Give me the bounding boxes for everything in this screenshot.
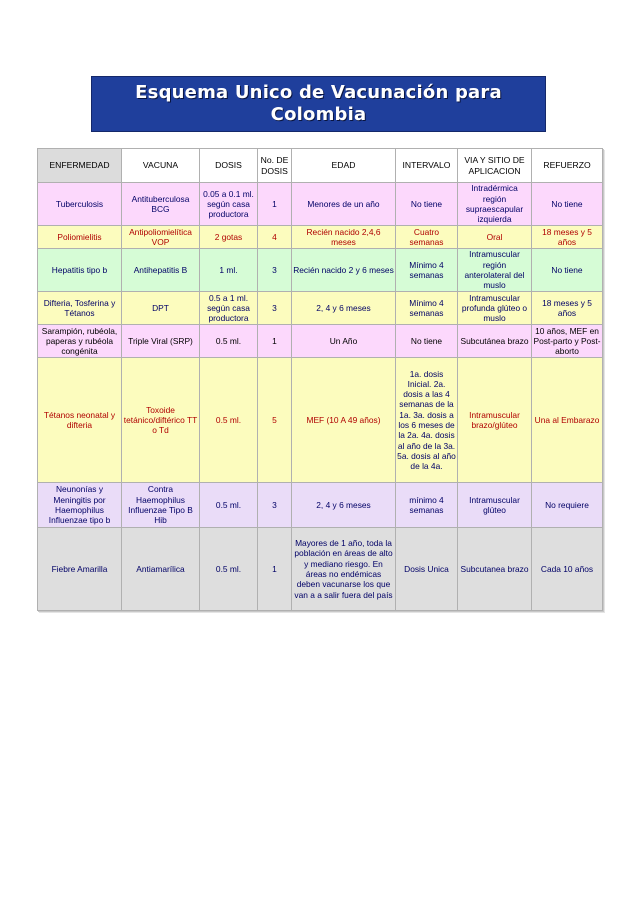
cell-enfermedad: Fiebre Amarilla [38,528,122,611]
cell-dosis: 0.5 a 1 ml. según casa productora [200,292,258,325]
cell-via: Intradérmica región supraescapular izquierda [458,183,532,226]
cell-num-dosis: 1 [258,183,292,226]
cell-num-dosis: 1 [258,528,292,611]
cell-vacuna: Toxoide tetánico/diftérico TT o Td [122,358,200,483]
cell-dosis: 0.5 ml. [200,358,258,483]
table-row [38,358,603,483]
cell-intervalo: mínimo 4 semanas [396,483,458,528]
title-line-2: Colombia [270,104,367,125]
cell-dosis: 0.5 ml. [200,325,258,358]
header-enfermedad: ENFERMEDAD [38,149,122,183]
cell-enfermedad: Sarampión, rubéola, paperas y rubéola congénita [38,325,122,358]
cell-dosis: 0.05 a 0.1 ml. según casa productora [200,183,258,226]
cell-enfermedad: Difteria, Tosferina y Tétanos [38,292,122,325]
cell-edad: Menores de un año [292,183,396,226]
cell-via: Intramuscular profunda glúteo o muslo [458,292,532,325]
header-intervalo: INTERVALO [396,149,458,183]
cell-enfermedad: Tuberculosis [38,183,122,226]
cell-num-dosis: 3 [258,292,292,325]
cell-edad: Recién nacido 2 y 6 meses [292,249,396,292]
cell-vacuna: Antiamarílica [122,528,200,611]
cell-dosis: 2 gotas [200,226,258,249]
header-num-dosis: No. DE DOSIS [258,149,292,183]
cell-num-dosis: 3 [258,483,292,528]
header-refuerzo: REFUERZO [532,149,603,183]
cell-refuerzo: No requiere [532,483,603,528]
cell-edad: Recién nacido 2,4,6 meses [292,226,396,249]
cell-intervalo: No tiene [396,325,458,358]
cell-edad: 2, 4 y 6 meses [292,292,396,325]
cell-num-dosis: 3 [258,249,292,292]
table-header-row [38,149,603,183]
cell-edad: Mayores de 1 año, toda la población en áreas de alto y mediano riesgo. En áreas no endémicas deben vacunarse los que van a a salir fuera del país [292,528,396,611]
cell-intervalo: 1a. dosis Inicial. 2a. dosis a las 4 semanas de la 1a. 3a. dosis a los 6 meses de la 2a. 4a. dosis al año de la 3a. 5a. dosis al año de la 4a. [396,358,458,483]
cell-via: Intramuscular glúteo [458,483,532,528]
cell-vacuna: DPT [122,292,200,325]
cell-num-dosis: 1 [258,325,292,358]
cell-refuerzo: Cada 10 años [532,528,603,611]
cell-via: Subcutánea brazo [458,325,532,358]
cell-intervalo: Mínimo 4 semanas [396,292,458,325]
cell-via: Intramuscular brazo/glúteo [458,358,532,483]
page-title [91,76,546,132]
cell-vacuna: Antipoliomielítica VOP [122,226,200,249]
cell-enfermedad: Neunonías y Meningitis por Haemophilus Influenzae tipo b [38,483,122,528]
table-row [38,183,603,226]
header-vacuna: VACUNA [122,149,200,183]
cell-dosis: 0.5 ml. [200,483,258,528]
table-row [38,483,603,528]
cell-edad: MEF (10 A 49 años) [292,358,396,483]
cell-vacuna: Antihepatitis B [122,249,200,292]
cell-intervalo: No tiene [396,183,458,226]
cell-enfermedad: Hepatitis tipo b [38,249,122,292]
cell-refuerzo: No tiene [532,183,603,226]
cell-intervalo: Mínimo 4 semanas [396,249,458,292]
header-dosis: DOSIS [200,149,258,183]
table-row [38,249,603,292]
cell-dosis: 1 ml. [200,249,258,292]
cell-edad: Un Año [292,325,396,358]
cell-enfermedad: Poliomielitis [38,226,122,249]
cell-refuerzo: Una al Embarazo [532,358,603,483]
table-row [38,325,603,358]
table-row [38,292,603,325]
cell-refuerzo: 18 meses y 5 años [532,226,603,249]
cell-refuerzo: No tiene [532,249,603,292]
table-row [38,528,603,611]
cell-num-dosis: 4 [258,226,292,249]
title-line-1: Esquema Unico de Vacunación para [135,82,502,103]
cell-via: Subcutanea brazo [458,528,532,611]
cell-enfermedad: Tétanos neonatal y difteria [38,358,122,483]
cell-edad: 2, 4 y 6 meses [292,483,396,528]
cell-vacuna: Antituberculosa BCG [122,183,200,226]
table-row [38,226,603,249]
cell-vacuna: Triple Viral (SRP) [122,325,200,358]
cell-via: Intramuscular región anterolateral del muslo [458,249,532,292]
cell-refuerzo: 10 años, MEF en Post-parto y Post-aborto [533,325,601,357]
cell-intervalo: Dosis Unica [396,528,458,611]
header-via: VIA Y SITIO DE APLICACION [458,149,532,183]
cell-num-dosis: 5 [258,358,292,483]
cell-refuerzo: 18 meses y 5 años [532,292,603,325]
cell-dosis: 0.5 ml. [200,528,258,611]
vaccination-table [37,148,603,611]
cell-intervalo: Cuatro semanas [396,226,458,249]
cell-via: Oral [458,226,532,249]
cell-vacuna: Contra Haemophilus Influenzae Tipo B Hib [122,483,200,528]
header-edad: EDAD [292,149,396,183]
